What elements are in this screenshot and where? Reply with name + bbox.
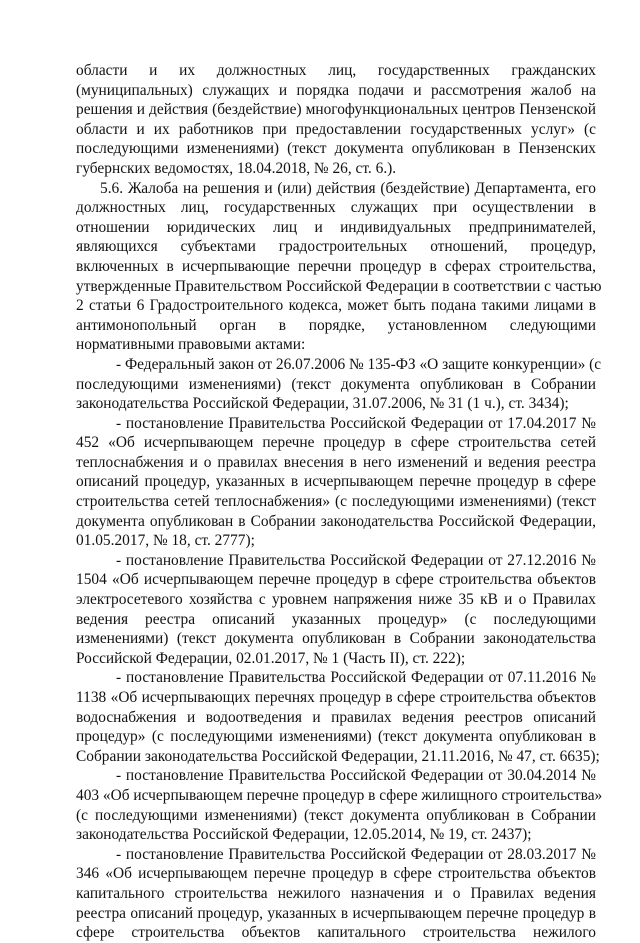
text-line: - постановление Правительства Российской Федерации от 17.04.2017 №	[116, 414, 596, 432]
text-line: Российской Федерации, 02.01.2017, № 1 (Часть II), ст. 222);	[76, 649, 466, 667]
text-line: 403 «Об исчерпывающем перечне процедур в сфере жилищного строительства»	[76, 786, 603, 804]
text-line: 1504 «Об исчерпывающем перечне процедур в сфере строительства объектов	[76, 571, 596, 589]
text-line: строительства сетей теплоснабжения» (с последующими изменениями) (текст	[76, 493, 596, 511]
text-line: губернских ведомостях, 18.04.2018, № 26, ст. 6.).	[76, 159, 397, 177]
text-line: сфере строительства объектов капитального строительства нежилого	[76, 924, 596, 942]
text-line: антимонопольный орган в порядке, установленном следующими	[76, 316, 596, 334]
text-line: области и их работников при предоставлении государственных услуг» (с	[76, 120, 596, 138]
text-line: решения и действия (бездействие) многофункциональных центров Пензенской	[76, 101, 596, 119]
text-line: 5.6. Жалоба на решения и (или) действия (бездействие) Департамента, его	[100, 179, 596, 197]
text-line: - постановление Правительства Российской Федерации от 07.11.2016 №	[116, 669, 596, 687]
text-line: утвержденные Правительством Российской Федерации в соответствии с частью	[76, 277, 602, 295]
text-line: - Федеральный закон от 26.07.2006 № 135-ФЗ «О защите конкуренции» (с	[116, 355, 602, 373]
text-line: водоснабжения и водоотведения и правилах ведения реестров описаний	[76, 708, 596, 726]
text-line: описаний процедур, указанных в исчерпывающем перечне процедур в сфере	[76, 473, 596, 491]
text-line: Собрании законодательства Российской Федерации, 21.11.2016, № 47, ст. 6635);	[76, 747, 600, 765]
text-line: включенных в исчерпывающие перечни процедур в сферах строительства,	[76, 257, 596, 275]
text-line: 452 «Об исчерпывающем перечне процедур в сфере строительства сетей	[76, 434, 596, 452]
text-line: изменениями) (текст документа опубликован в Собрании законодательства	[76, 630, 596, 648]
text-line: - постановление Правительства Российской Федерации от 30.04.2014 №	[116, 767, 596, 785]
text-line: являющихся субъектами градостроительных отношений, процедур,	[76, 238, 596, 256]
text-line: 346 «Об исчерпывающем перечне процедур в сфере строительства объектов	[76, 865, 596, 883]
text-line: документа опубликован в Собрании законодательства Российской Федерации,	[76, 512, 596, 530]
text-line: (с последующими изменениями) (текст документа опубликован в Собрании	[76, 806, 596, 824]
document-page	[76, 61, 603, 943]
text-line: последующими изменениями) (текст документа опубликован в Собрании	[76, 375, 596, 393]
text-line: - постановление Правительства Российской Федерации от 27.12.2016 №	[116, 551, 596, 569]
text-line: 2 статьи 6 Градостроительного кодекса, может быть подана такими лицами в	[76, 297, 596, 315]
text-line: капитального строительства нежилого назначения и о Правилах ведения	[76, 884, 596, 902]
text-line: реестра описаний процедур, указанных в исчерпывающем перечне процедур в	[76, 904, 596, 922]
text-line: 01.05.2017, № 18, ст. 2777);	[76, 532, 255, 550]
text-line: законодательства Российской Федерации, 12.05.2014, № 19, ст. 2437);	[76, 826, 532, 844]
text-line: последующими изменениями) (текст документа опубликован в Пензенских	[76, 140, 596, 158]
text-line: законодательства Российской Федерации, 31.07.2006, № 31 (1 ч.), ст. 3434);	[76, 395, 569, 413]
text-line: (муниципальных) служащих и порядка подачи и рассмотрения жалоб на	[76, 81, 596, 99]
text-line: электросетевого хозяйства с уровнем напряжения ниже 35 кВ и о Правилах	[76, 591, 596, 609]
text-line: отношении юридических лиц и индивидуальных предпринимателей,	[76, 218, 596, 236]
text-line: процедур» (с последующими изменениями) (текст документа опубликован в	[76, 728, 596, 746]
text-line: 1138 «Об исчерпывающих перечнях процедур в сфере строительства объектов	[76, 689, 596, 706]
text-line: - постановление Правительства Российской Федерации от 28.03.2017 №	[116, 845, 596, 863]
text-line: ведения реестра описаний указанных процедур» (с последующими	[76, 610, 596, 628]
text-line: должностных лиц, государственных служащих при осуществлении в	[76, 199, 596, 217]
text-line: области и их должностных лиц, государственных гражданских	[76, 62, 596, 79]
text-line: нормативными правовыми актами:	[76, 336, 306, 354]
text-line: теплоснабжения и о правилах внесения в него изменений и ведения реестра	[76, 453, 596, 471]
